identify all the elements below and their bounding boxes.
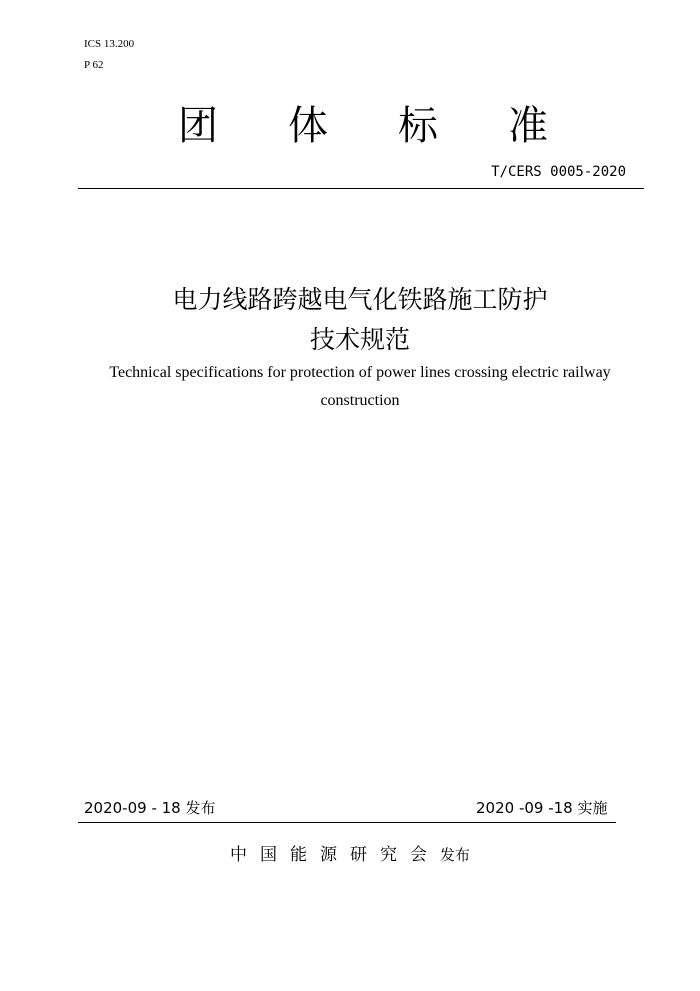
chinese-title-line2: 技术规范 <box>309 325 410 354</box>
english-title <box>80 359 640 415</box>
document-number: T/CERS 0005-2020 <box>491 164 626 180</box>
ccs-code: P 62 <box>84 59 104 71</box>
header-divider <box>78 188 644 189</box>
english-title-line2: construction <box>320 392 400 409</box>
chinese-title <box>80 280 640 360</box>
footer-divider <box>78 822 616 823</box>
chinese-title-line1: 电力线路跨越电气化铁路施工防护 <box>172 285 548 314</box>
publisher-name: 中国能源研究会 <box>230 845 440 865</box>
title-char: 体 <box>288 103 328 149</box>
ics-code: ICS 13.200 <box>84 38 135 50</box>
issue-date: 2020-09 - 18 发布 <box>84 799 216 817</box>
implementation-date: 2020 -09 -18 实施 <box>476 799 608 817</box>
standard-type-title <box>178 100 548 152</box>
classification-block <box>84 34 134 76</box>
title-char: 准 <box>508 103 548 149</box>
publisher-suffix: 发布 <box>440 846 471 864</box>
title-char: 标 <box>398 103 438 149</box>
publisher <box>230 843 490 867</box>
title-char: 团 <box>178 103 218 149</box>
english-title-line1: Technical specifications for protection of power lines crossing electric railway <box>109 364 611 381</box>
